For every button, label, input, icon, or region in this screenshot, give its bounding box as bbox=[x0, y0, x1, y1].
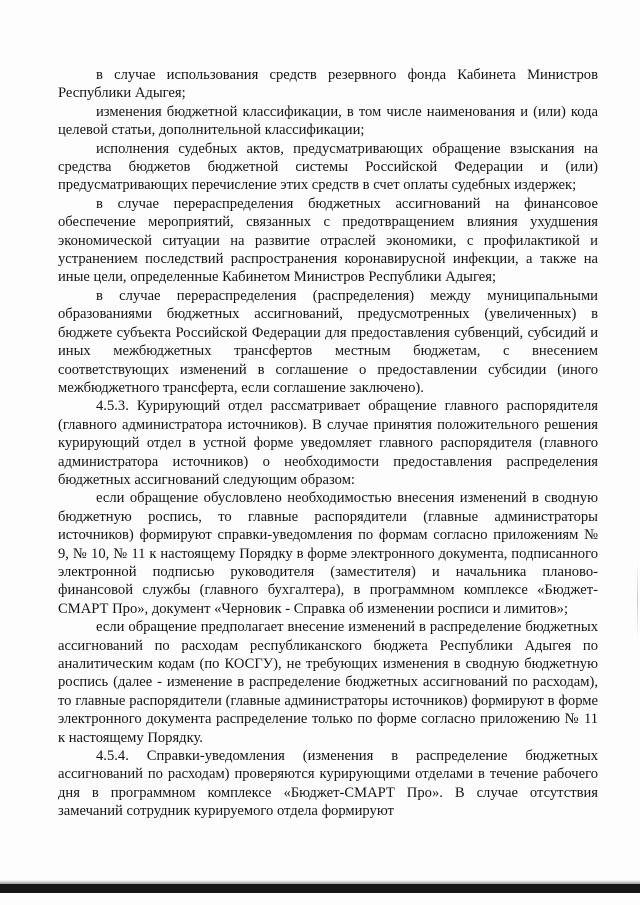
paragraph-coronavirus-measures: в случае перераспределения бюджетных ассигнований на финансовое обеспечение мероприятий, связанных с предотвращением влияния ухудшения экономической ситуации на развитие отраслей экономики, с профилактикой и устранением последствий распространения коронавирусной инфекции, а также на иные цели, определенные Кабинетом Министров Республики Адыгея; bbox=[58, 195, 598, 286]
paragraph-4-5-3: 4.5.3. Курирующий отдел рассматривает обращение главного распорядителя (главного администратора источников). В случае принятия положительного решения курирующий отдел в устной форме уведомляет главного распорядителя (главного администратора источников) о необходимости предоставления распределения бюджетных ассигнований следующим образом: bbox=[58, 398, 598, 488]
scan-artifact-right-edge bbox=[637, 560, 638, 640]
document-body bbox=[58, 66, 598, 821]
paragraph-4-5-4: 4.5.4. Справки-уведомления (изменения в распределение бюджетных ассигнований по расходам) проверяются курирующими отделами в течение рабочего дня в программном комплексе «Бюджет-СМАРТ Про». В случае отсутствия замечаний сотрудник курируемого отдела формируют bbox=[58, 748, 598, 820]
paragraph-municipal-transfers: в случае перераспределения (распределения) между муниципальными образованиями бюджетных ассигнований, предусмотренных (увеличенных) в бюджете субъекта Российской Федерации для предоставления субвенций, субсидий и иных межбюджетных трансфертов местным бюджетам, с внесением соответствующих изменений в соглашение о предоставлении субсидии (иного межбюджетного трансферта, если соглашение заключено). bbox=[58, 287, 598, 396]
paragraph-budget-classification: изменения бюджетной классификации, в том числе наименования и (или) кода целевой статьи, дополнительной классификации; bbox=[58, 103, 598, 139]
paragraph-reserve-fund: в случае использования средств резервного фонда Кабинета Министров Республики Адыгея; bbox=[58, 67, 598, 102]
paragraph-court-acts: исполнения судебных актов, предусматривающих обращение взыскания на средства бюджетов бюджетной системы Российской Федерации и (или) предусматривающих перечисление этих средств в счет оплаты судебных издержек; bbox=[58, 140, 598, 194]
paragraph-budget-list-changes: если обращение обусловлено необходимостью внесения изменений в сводную бюджетную роспись, то главные распорядители (главные администраторы источников) формируют справки-уведомления по формам согласно приложениям № 9, № 10, № 11 к настоящему Порядку в форме электронного документа, подписанного электронной подписью руководителя (заместителя) и начальника планово-финансовой службы (главного бухгалтера), в программном комплексе «Бюджет-СМАРТ Про», документ «Черновик - Справка об изменении росписи и лимитов»; bbox=[58, 490, 598, 617]
scan-artifact-bottom-bar bbox=[0, 884, 640, 893]
paragraph-kosgu-distribution: если обращение предполагает внесение изменений в распределение бюджетных ассигнований по расходам республиканского бюджета Республики Адыгея по аналитическим кодам (по КОСГУ), не требующих изменения в сводную бюджетную роспись (далее - изменение в распределение бюджетных ассигнований по расходам), то главные распорядители (главные администраторы источников) формируют в форме электронного документа распределение только по форме согласно приложению № 11 к настоящему Порядку. bbox=[58, 619, 598, 746]
